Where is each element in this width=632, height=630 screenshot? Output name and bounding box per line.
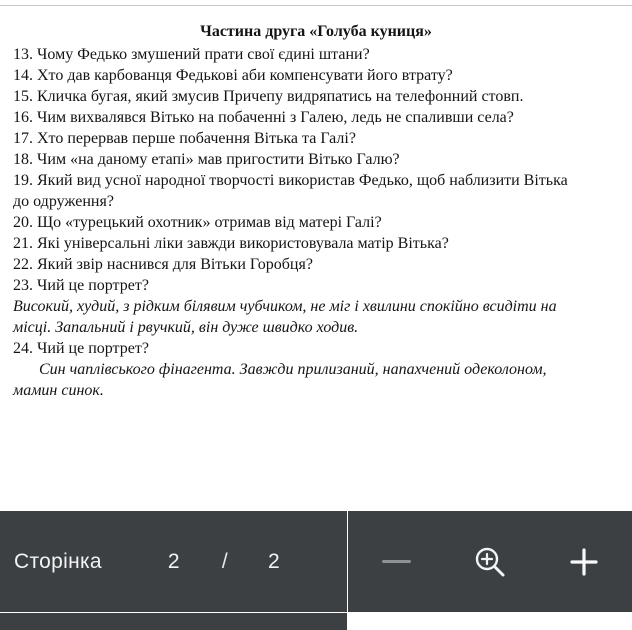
- zoom-toggle-button[interactable]: [470, 542, 510, 582]
- current-page-field[interactable]: 2: [167, 549, 180, 573]
- toolbar-left-footer: [0, 613, 347, 630]
- page-separator: /: [221, 549, 229, 573]
- document-title: Частина друга «Голуба куниця»: [200, 23, 432, 40]
- portrait-description-2: Син чаплівського фінагента. Завжди прилизаний, напахчений одеколоном, мамин синок.: [13, 361, 547, 399]
- question-item-16: 16. Чим вихвалявся Вітько на побаченні з Галею, ледь не спаливши села?: [13, 109, 514, 126]
- minus-icon: [382, 560, 411, 563]
- document-page: [0, 6, 632, 401]
- question-item-13: 13. Чому Федько змушений прати свої єдині штани?: [13, 46, 370, 63]
- zoom-out-button[interactable]: [376, 542, 416, 582]
- question-item-17: 17. Хто перервав перше побачення Вітька та Галі?: [13, 130, 356, 147]
- question-item-23: 23. Чий це портрет?: [13, 277, 149, 294]
- plus-icon: [569, 547, 599, 577]
- question-item-21: 21. Які універсальні ліки завжди використовувала матір Вітька?: [13, 235, 449, 252]
- page-label: Сторінка: [14, 549, 102, 573]
- question-item-24: 24. Чий це портрет?: [13, 340, 149, 357]
- portrait-description-1: Високий, худий, з рідким білявим чубчиком, не міг і хвилини спокійно всидіти на місці. Запальний і рвучкий, він дуже швидко ходив.: [13, 298, 557, 336]
- zoom-in-button[interactable]: [564, 542, 604, 582]
- total-pages: 2: [268, 549, 281, 573]
- pager-toolbar-left: [0, 511, 347, 612]
- question-item-19: 19. Який вид усної народної творчості використав Федько, щоб наблизити Вітька до одруження?: [13, 172, 568, 210]
- zoom-toolbar: [348, 511, 632, 612]
- question-item-18: 18. Чим «на даному етапі» мав пригостити Вітько Галю?: [13, 151, 400, 168]
- magnifier-plus-icon: [473, 545, 507, 579]
- question-item-14: 14. Хто дав карбованця Федькові аби компенсувати його втрату?: [13, 67, 453, 84]
- question-item-22: 22. Який звір наснився для Вітьки Горобця?: [13, 256, 313, 273]
- question-item-20: 20. Що «турецький охотник» отримав від матері Галі?: [13, 214, 382, 231]
- question-item-15: 15. Кличка бугая, який змусив Причепу видряпатись на телефонний стовп.: [13, 88, 524, 105]
